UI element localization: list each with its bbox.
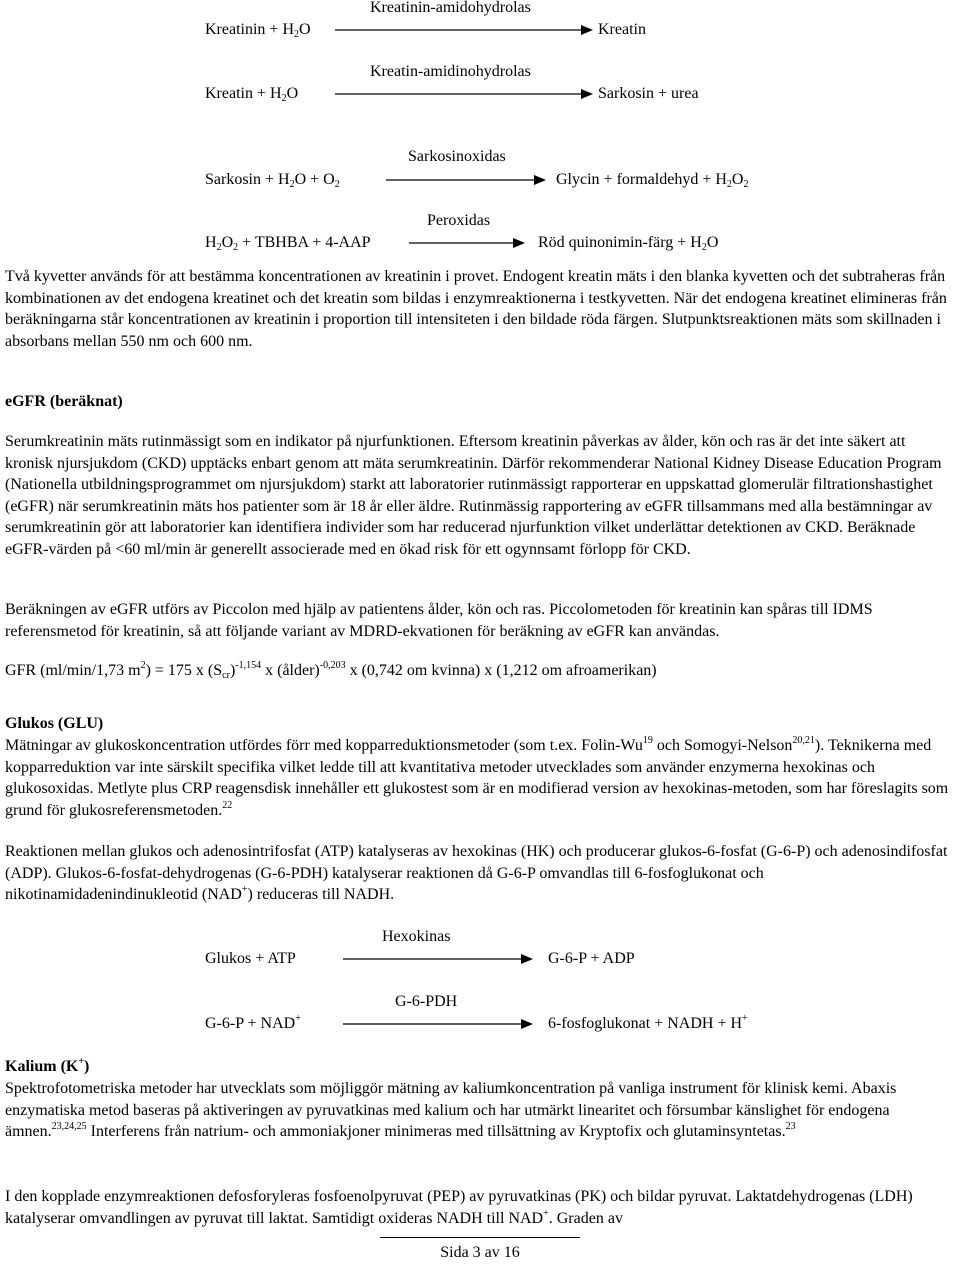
kalium-paragraph-1: Spektrofotometriska metoder har utvecklats som möjliggör mätning av kaliumkoncentration på vanliga instrument för klinisk kemi. Abaxis enzymatiska metod baseras på aktiveringen av pyruvatkinas med kalium och har utmärkt linearitet och försumbar känslighet för endogena ämnen.$^{23,24,25}$ Interferens från natrium- och ammoniakjoner minimeras med tillsättning av Kryptofix och glutaminsyntetas.$^{23}$ (5, 1080, 897, 1140)
reaction-1-enzyme: Kreatinin-amidohydrolas (370, 0, 531, 16)
reaction-1-product: Kreatin (598, 21, 646, 38)
glucose-reaction-1-products: G-6-P + ADP (548, 950, 635, 967)
glucose-reaction-2-enzyme: G-6-PDH (395, 993, 458, 1010)
glucose-reaction-1-arrow (343, 954, 533, 964)
reaction-3-enzyme: Sarkosinoxidas (408, 148, 506, 165)
egfr-paragraph-2: Beräkningen av eGFR utförs av Piccolon med hjälp av patientens ålder, kön och ras. Piccolometoden för kreatinin kan spåras till IDMS referensmetod för kreatinin, så att följande variant av MDRD-ekvationen för beräkning av eGFR kan användas. (5, 601, 873, 640)
reaction-3-arrow (386, 175, 546, 185)
reaction-1-arrow (335, 25, 593, 35)
reaction-2-enzyme: Kreatin-amidinohydrolas (370, 63, 531, 80)
reaction-2-arrow (335, 89, 593, 99)
reaction-4-enzyme: Peroxidas (427, 212, 491, 229)
glucose-reaction-2-products: 6-fosfoglukonat + NADH + H+ (548, 1013, 748, 1032)
reaction-3-reactants: Sarkosin + $H_2O + O_2$ (205, 171, 340, 190)
reaction-4-reactants: $H_2O_2$ + TBHBA + 4-AAP (205, 234, 371, 253)
glucose-reaction-1-reactants: Glukos + ATP (205, 950, 296, 967)
gfr-formula: GFR (ml/min/1,73 $m^2) = 175$ x $(S_{cr})^{-1,154}$ x (ålder)$^{-0,203}$ x (0,742 om kvinna) x (1,212 om afroamerikan) (5, 660, 657, 681)
reaction-1-reactants: Kreatinin + $H_2O$ (205, 21, 311, 40)
glukos-paragraph-1: Mätningar av glukoskoncentration utfördes förr med kopparreduktionsmetoder (som t.ex. Folin-Wu$^{19}$ och Somogyi-Nelson$^{20,21}$). Teknikerna med kopparreduktion var inte särskilt specifika vilket ledde till att kvantitativa metoder utvecklades som använder enzymerna hexokinas och glukosoxidas. Metlyte plus CRP reagensdisk innehåller ett glukostest som är en modifierad version av hexokinas-metoden, som har föreslagits som grund för glukosreferensmetoden.$^{22}$ (5, 735, 949, 819)
egfr-paragraph-1: Serumkreatinin mäts rutinmässigt som en indikator på njurfunktionen. Eftersom kreatinin påverkas av ålder, kön och ras är det inte säkert att kronisk njursjukdom (CKD) upptäcks enbart genom att mäta serumkreatinin. Därför rekommenderar National Kidney Disease Education Program (Nationella utbildningsprogrammet om njursjukdom) starkt att laboratorier rutinmässigt rapporterar en uppskattad glomerulär filtrationshastighet (eGFR) när serumkreatinin mäts hos patienter som är 18 år eller äldre. Rutinmässig rapportering av eGFR tillsammans med alla bestämningar av serumkreatinin gör att laboratorier kan identifiera individer som har reducerad njurfunktion vilket underlättar detektionen av CKD. Beräknade eGFR-värden på <60 ml/min är generellt associerade med en ökad risk för ett ogynnsamt förlopp för CKD. (5, 433, 942, 558)
reaction-2-product: Sarkosin + urea (598, 85, 699, 102)
glucose-reaction-2-reactants: G-6-P + NAD+ (205, 1013, 301, 1032)
glukos-paragraph-2: Reaktionen mellan glukos och adenosintrifosfat (ATP) katalyseras av hexokinas (HK) och producerar glukos-6-fosfat (G-6-P) och adenosindifosfat (ADP). Glukos-6-fosfat-dehydrogenas (G-6-PDH) katalyserar reaktionen då G-6-P omvandlas till 6-fosfoglukonat och nikotinamidadenindinukleotid (NAD+) reduceras till NADH. (5, 843, 948, 903)
reaction-3-products: Glycin + formaldehyd + $H_2O_2$ (556, 171, 749, 190)
glukos-heading: Glukos (GLU) (5, 715, 104, 732)
reaction-4-products: Röd quinonimin-färg + $H_2O$ (538, 234, 719, 253)
egfr-heading: eGFR (beräknat) (5, 393, 123, 410)
glucose-reaction-1-enzyme: Hexokinas (382, 928, 451, 945)
reaction-2-reactants: Kreatin + $H_2O$ (205, 85, 299, 104)
reaction-4-arrow (409, 238, 525, 248)
glucose-reaction-2-arrow (343, 1019, 533, 1029)
footer-divider (380, 1237, 580, 1238)
page-number: Sida 3 av 16 (440, 1244, 520, 1261)
kalium-paragraph-2: I den kopplade enzymreaktionen defosforyleras fosfoenolpyruvat (PEP) av pyruvatkinas (PK) och bildar pyruvat. Laktatdehydrogenas (LDH) katalyserar omvandlingen av pyruvat till laktat. Samtidigt oxideras NADH till NAD+. Graden av (5, 1188, 913, 1227)
kalium-heading: Kalium (K+) (5, 1056, 90, 1075)
kreatinin-method-paragraph: Två kyvetter används för att bestämma koncentrationen av kreatinin i provet. Endogent kreatin mäts i den blanka kyvetten och det subtraheras från kombinationen av det endogena kreatinet och det kreatin som bildas i enzymreaktionerna i testkyvetten. När det endogena kreatinet elimineras från beräkningarna står koncentrationen av kreatinin i proportion till intensiteten i den bildade röda färgen. Slutpunktsreaktionen mäts som skillnaden i absorbans mellan 550 nm och 600 nm. (5, 268, 947, 350)
